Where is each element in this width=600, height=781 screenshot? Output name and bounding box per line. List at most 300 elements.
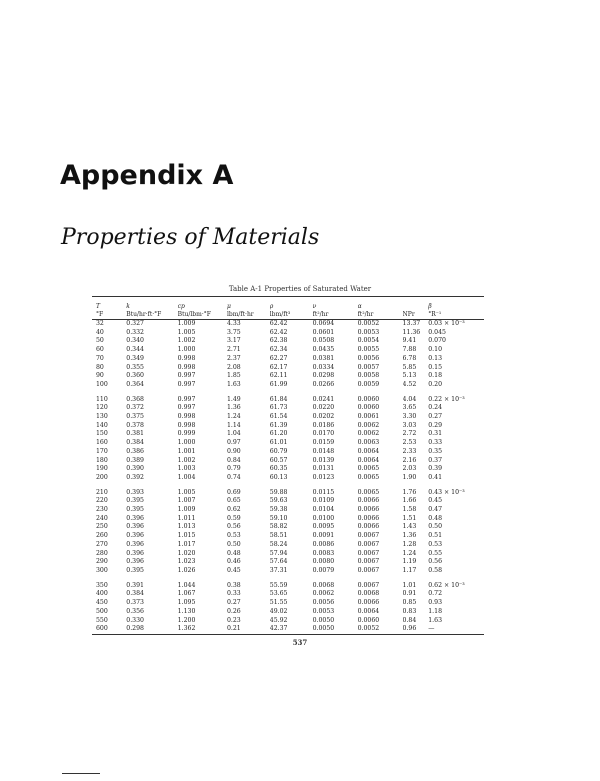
table-cell: 0.90	[226, 447, 241, 455]
table-cell: 0.997	[177, 380, 196, 388]
table-cell: 49.02	[269, 607, 288, 615]
table-cell: 60.13	[269, 473, 288, 481]
table-cell: 0.91	[402, 590, 417, 598]
saturated-water-table	[92, 296, 484, 635]
table-cell: 0.22 × 10⁻³	[428, 395, 465, 403]
page-number: 537	[292, 638, 308, 647]
table-cell: 0.0067	[357, 558, 380, 566]
table-cell: 0.24	[428, 404, 443, 412]
table-cell: 1.19	[402, 558, 417, 566]
table-cell: 2.71	[226, 346, 241, 354]
table-cell: 1.01	[402, 581, 417, 589]
table-cell: 50	[96, 337, 104, 345]
table-row	[92, 617, 484, 626]
table-cell: 0.0064	[357, 456, 380, 464]
table-cell: 110	[96, 395, 108, 403]
table-cell: 0.0065	[357, 488, 380, 496]
table-cell: 9.41	[402, 337, 417, 345]
table-cell: 0.41	[428, 473, 443, 481]
table-cell: 61.39	[269, 421, 288, 429]
table-cell: 70	[96, 354, 104, 362]
table-cell: 2.08	[226, 363, 241, 371]
column-header	[313, 297, 358, 320]
table-cell: 0.340	[126, 337, 144, 345]
table-cell: 7.88	[402, 346, 417, 354]
table-cell: 0.332	[126, 328, 144, 336]
table-cell: 0.10	[428, 346, 443, 354]
table-cell: 160	[96, 439, 108, 447]
table-cell: 62.34	[269, 346, 288, 354]
table-cell: 0.0068	[357, 590, 380, 598]
table-cell: 1.28	[402, 540, 417, 548]
table-cell: 250	[96, 523, 108, 531]
table-cell: 1.14	[226, 421, 241, 429]
table-cell: 0.46	[226, 558, 241, 566]
table-cell: 1.18	[428, 607, 443, 615]
table-cell: 0.0334	[312, 363, 335, 371]
table-cell: 0.23	[226, 616, 241, 624]
table-cell: 0.0095	[312, 523, 335, 531]
table-cell: 0.33	[226, 590, 241, 598]
table-row	[92, 413, 484, 422]
table-cell: 0.364	[126, 380, 144, 388]
table-cell: 0.84	[226, 456, 241, 464]
table-cell: 0.0053	[312, 607, 335, 615]
table-cell: —	[428, 625, 484, 634]
table-cell: 0.373	[126, 599, 144, 607]
table-cell: 61.20	[269, 430, 288, 438]
table-cell: 13.37	[402, 320, 421, 327]
table-cell: 0.51	[428, 532, 443, 540]
table-cell: 61.84	[269, 395, 288, 403]
table-cell: 59.38	[269, 506, 288, 514]
table-cell: 0.384	[126, 439, 144, 447]
table-cell: 1.24	[226, 413, 241, 421]
table-cell: 0.378	[126, 421, 144, 429]
table-cell: 0.0694	[312, 320, 335, 327]
table-cell: 0.0159	[312, 439, 335, 447]
table-cell: 0.997	[177, 395, 196, 403]
table-row	[92, 608, 484, 617]
column-unit: lbm/ft³	[269, 311, 291, 318]
table-cell: 1.009	[177, 506, 196, 514]
table-cell: 1.067	[177, 590, 196, 598]
table-cell: 3.75	[226, 328, 241, 336]
column-unit: NPr	[402, 311, 415, 318]
table-cell: 2.33	[402, 447, 417, 455]
table-row	[92, 381, 484, 390]
table-cell: 0.96	[403, 625, 429, 634]
table-row	[92, 346, 484, 355]
table-cell: 0.0241	[312, 395, 335, 403]
table-cell: 1.044	[177, 581, 196, 589]
table-cell: 1.005	[177, 328, 196, 336]
table-cell: 0.45	[226, 566, 241, 574]
table-cell: 0.0083	[312, 549, 335, 557]
table-cell: 0.391	[126, 581, 144, 589]
table-cell: 220	[96, 497, 108, 505]
table-cell: 100	[96, 380, 108, 388]
table-cell: 1.005	[177, 488, 196, 496]
table-cell: 0.998	[177, 413, 196, 421]
table-cell: 0.0067	[357, 566, 380, 574]
column-unit: ft²/hr	[357, 311, 374, 318]
table-cell: 1.023	[177, 558, 196, 566]
table-cell: 450	[96, 599, 108, 607]
table-cell: 60	[96, 346, 104, 354]
table-cell: 0.0060	[357, 395, 380, 403]
table-row	[92, 457, 484, 466]
table-cell: 1.66	[402, 497, 417, 505]
table-row	[92, 404, 484, 413]
column-header	[403, 297, 429, 320]
table-cell: 0.53	[226, 532, 241, 540]
table-cell: 37.31	[269, 566, 288, 574]
table-cell: 1.49	[226, 395, 241, 403]
table-cell: 0.37	[428, 456, 443, 464]
table-cell: 0.0508	[312, 337, 335, 345]
table-cell: 0.0115	[312, 488, 335, 496]
table-cell: 0.298	[126, 625, 177, 634]
table-cell: 0.344	[126, 346, 144, 354]
table-cell: 0.13	[428, 354, 443, 362]
table-header-row	[92, 297, 484, 320]
table-cell: 58.82	[269, 523, 288, 531]
column-unit: ft²/hr	[312, 311, 329, 318]
table-cell: 0.84	[402, 616, 417, 624]
table-cell: 1.000	[177, 439, 196, 447]
table-cell: 60.79	[269, 447, 288, 455]
table-cell: 80	[96, 363, 104, 371]
table-row	[92, 465, 484, 474]
table-cell: 0.0220	[312, 404, 335, 412]
table-cell: 0.0067	[357, 540, 380, 548]
column-symbol: ν	[312, 303, 317, 310]
table-cell: 0.56	[226, 523, 241, 531]
table-cell: 0.29	[428, 421, 443, 429]
table-cell: 0.0062	[312, 590, 335, 598]
table-cell: 62.27	[269, 354, 288, 362]
table-cell: 350	[96, 581, 108, 589]
table-cell: 62.42	[269, 320, 288, 327]
table-row	[92, 364, 484, 373]
table-cell: 62.42	[269, 328, 288, 336]
table-cell: 1.013	[177, 523, 196, 531]
table-cell: 3.65	[402, 404, 417, 412]
table-cell: 0.997	[177, 404, 196, 412]
table-cell: 0.72	[428, 590, 443, 598]
table-cell: 550	[96, 616, 108, 624]
table-cell: 0.53	[428, 540, 443, 548]
table-cell: 0.0066	[357, 497, 380, 505]
table-cell: 0.396	[126, 514, 144, 522]
table-cell: 0.26	[226, 607, 241, 615]
table-row	[92, 567, 484, 576]
table-caption: Table A-1 Properties of Saturated Water	[228, 285, 372, 293]
table-cell: 0.31	[428, 430, 443, 438]
table-cell: 0.0050	[312, 616, 335, 624]
table-cell: 62.38	[269, 337, 288, 345]
table-cell: 0.20	[428, 380, 443, 388]
table-cell: 0.390	[126, 465, 144, 473]
table-cell: 1.17	[402, 566, 417, 574]
table-cell: 1.017	[177, 540, 196, 548]
footer-rule	[62, 773, 100, 774]
table-row	[92, 372, 484, 381]
table-row	[92, 599, 484, 608]
table-cell: 1.200	[177, 616, 196, 624]
column-header	[178, 297, 227, 320]
table-row	[92, 523, 484, 532]
table-cell: 1.58	[402, 506, 417, 514]
table-cell: 3.03	[402, 421, 417, 429]
table-cell: 180	[96, 456, 108, 464]
table-cell: 0.0266	[312, 380, 335, 388]
table-cell: 0.396	[126, 549, 144, 557]
table-cell: 51.55	[269, 599, 288, 607]
table-cell: 61.01	[269, 439, 288, 447]
table-cell: 0.0054	[357, 337, 380, 345]
table-cell: 0.384	[126, 590, 144, 598]
column-symbol: ρ	[269, 303, 274, 310]
table-cell: 0.0065	[357, 473, 380, 481]
table-cell: 0.0148	[312, 447, 335, 455]
table-cell: 1.007	[177, 497, 196, 505]
table-row	[92, 355, 484, 364]
table-cell: 0.0050	[313, 625, 358, 634]
table-cell: 270	[96, 540, 108, 548]
table-row	[92, 497, 484, 506]
table-cell: 0.0131	[312, 465, 335, 473]
table-cell: 0.0065	[357, 465, 380, 473]
table-cell: 0.360	[126, 372, 144, 380]
table-cell: 0.330	[126, 616, 144, 624]
table-cell: 4.04	[402, 395, 417, 403]
table-cell: 0.0064	[357, 447, 380, 455]
table-cell: 0.998	[177, 421, 196, 429]
table-cell: 0.0067	[357, 581, 380, 589]
table-cell: 55.59	[269, 581, 288, 589]
table-cell: 0.45	[428, 497, 443, 505]
table-cell: 1.009	[177, 320, 196, 327]
table-cell: 0.50	[226, 540, 241, 548]
table-cell: 59.10	[269, 514, 288, 522]
table-cell: 0.0091	[312, 532, 335, 540]
table-cell: 2.03	[402, 465, 417, 473]
column-header	[227, 297, 270, 320]
table-cell: 0.0066	[357, 523, 380, 531]
table-cell: 0.0202	[312, 413, 335, 421]
table-cell: 0.0052	[357, 320, 380, 327]
table-cell: 0.18	[428, 372, 443, 380]
table-cell: 0.0104	[312, 506, 335, 514]
table-cell: 0.0123	[312, 473, 335, 481]
column-symbol: T	[96, 303, 101, 310]
table-cell: 140	[96, 421, 108, 429]
table-cell: 0.59	[226, 514, 241, 522]
table-cell: 0.0170	[312, 430, 335, 438]
table-cell: 2.72	[402, 430, 417, 438]
table-cell: 0.0063	[357, 439, 380, 447]
table-row	[92, 558, 484, 567]
table-cell: 1.004	[177, 473, 196, 481]
table-cell: 4.33	[226, 320, 241, 327]
table-cell: 0.0435	[312, 346, 335, 354]
table-cell: 1.130	[177, 607, 196, 615]
table-cell: 0.356	[126, 607, 144, 615]
table-cell: 1.003	[177, 465, 196, 473]
table-row	[92, 430, 484, 439]
table-cell: 0.0186	[312, 421, 335, 429]
table-cell: 290	[96, 558, 108, 566]
table-cell: 1.36	[402, 532, 417, 540]
appendix-subtitle: Properties of Materials	[61, 225, 320, 250]
table-row	[92, 474, 484, 483]
table-cell: 200	[96, 473, 108, 481]
table-cell: 230	[96, 506, 108, 514]
table-cell: 0.21	[227, 625, 270, 634]
column-unit: Btu/hr·ft·°F	[126, 311, 162, 318]
table-cell: 300	[96, 566, 108, 574]
table-cell: 280	[96, 549, 108, 557]
table-row	[92, 515, 484, 524]
table-row	[92, 541, 484, 550]
table-cell: 0.0062	[357, 421, 380, 429]
table-cell: 0.355	[126, 363, 144, 371]
table-row	[92, 576, 484, 591]
table-cell: 0.65	[226, 497, 241, 505]
table-cell: 1.85	[226, 372, 241, 380]
column-unit: lbm/ft·hr	[226, 311, 254, 318]
table-cell: 58.24	[269, 540, 288, 548]
table-cell: 500	[96, 607, 108, 615]
table-cell: 0.38	[226, 581, 241, 589]
column-symbol: k	[126, 303, 130, 310]
table-cell: 0.48	[428, 514, 443, 522]
column-header	[270, 297, 313, 320]
table-cell: 0.395	[126, 566, 144, 574]
table-cell: 0.998	[177, 363, 196, 371]
table-cell: 0.396	[126, 523, 144, 531]
table-cell: 0.62 × 10⁻³	[428, 581, 465, 589]
table-cell: 0.69	[226, 488, 241, 496]
table-cell: 0.0298	[312, 372, 335, 380]
table-cell: 0.0068	[312, 581, 335, 589]
table-cell: 0.395	[126, 497, 144, 505]
table-cell: 260	[96, 532, 108, 540]
table-cell: 190	[96, 465, 108, 473]
table-cell: 0.43 × 10⁻³	[428, 488, 465, 496]
table-cell: 0.349	[126, 354, 144, 362]
table-cell: 1.36	[226, 404, 241, 412]
table-cell: 0.0061	[357, 413, 380, 421]
table-cell: 0.395	[126, 506, 144, 514]
table-cell: 0.997	[177, 372, 196, 380]
table-cell: 1.011	[177, 514, 196, 522]
table-cell: 0.0062	[357, 430, 380, 438]
table-cell: 0.58	[428, 566, 443, 574]
table-cell: 5.85	[402, 363, 417, 371]
table-cell: 61.73	[269, 404, 288, 412]
table-cell: 60.35	[269, 465, 288, 473]
table-cell: 1.51	[402, 514, 417, 522]
table-cell: 0.070	[428, 337, 446, 345]
table-cell: 1.63	[226, 380, 241, 388]
table-cell: 0.0066	[357, 514, 380, 522]
table-cell: 61.99	[269, 380, 288, 388]
column-symbol: β	[428, 303, 432, 310]
column-symbol: cp	[177, 303, 185, 310]
table-cell: 0.0067	[357, 532, 380, 540]
table-cell: 0.396	[126, 532, 144, 540]
table-row	[92, 483, 484, 498]
table-row	[92, 439, 484, 448]
table-row	[92, 422, 484, 431]
table-cell: 1.002	[177, 456, 196, 464]
table-cell: 0.0067	[357, 549, 380, 557]
table-cell: 53.65	[269, 590, 288, 598]
table-cell: 0.393	[126, 488, 144, 496]
table-cell: 0.27	[226, 599, 241, 607]
table-cell: 0.83	[402, 607, 417, 615]
table-cell: 210	[96, 488, 108, 496]
table-cell: 0.386	[126, 447, 144, 455]
table-cell: 0.375	[126, 413, 144, 421]
table-cell: 0.15	[428, 363, 443, 371]
table-cell: 0.368	[126, 395, 144, 403]
table-cell: 6.78	[402, 354, 417, 362]
table-cell: 62.17	[269, 363, 288, 371]
table-cell: 0.392	[126, 473, 144, 481]
table-cell: 1.04	[226, 430, 241, 438]
table-cell: 1.026	[177, 566, 196, 574]
table-cell: 120	[96, 404, 108, 412]
table-cell: 0.0066	[357, 599, 380, 607]
table-cell: 0.381	[126, 430, 144, 438]
table-cell: 0.389	[126, 456, 144, 464]
table-cell: 59.63	[269, 497, 288, 505]
table-cell: 0.0056	[312, 599, 335, 607]
table-cell: 0.0100	[312, 514, 335, 522]
table-cell: 0.33	[428, 439, 443, 447]
table-row	[92, 532, 484, 541]
column-header	[92, 297, 126, 320]
table-cell: 1.020	[177, 549, 196, 557]
table-cell: 59.88	[269, 488, 288, 496]
table-cell: 170	[96, 447, 108, 455]
table-cell: 0.396	[126, 540, 144, 548]
table-cell: 0.03 × 10⁻³	[428, 320, 465, 327]
column-unit: °F	[96, 311, 104, 318]
table-cell: 2.16	[402, 456, 417, 464]
column-header	[358, 297, 403, 320]
table-cell: 62.11	[269, 372, 288, 380]
table-cell: 42.37	[270, 625, 313, 634]
table-cell: 0.0139	[312, 456, 335, 464]
column-unit: °R⁻¹	[428, 311, 442, 318]
table-cell: 0.35	[428, 447, 443, 455]
table-cell: 0.27	[428, 413, 443, 421]
table-row	[92, 506, 484, 515]
table-cell: 1.095	[177, 599, 196, 607]
table-cell: 0.0052	[358, 625, 403, 634]
table-row	[92, 390, 484, 405]
table-cell: 0.56	[428, 558, 443, 566]
table-cell: 3.17	[226, 337, 241, 345]
table-cell: 32	[96, 320, 104, 327]
table-row	[92, 337, 484, 346]
table-cell: 0.0381	[312, 354, 335, 362]
